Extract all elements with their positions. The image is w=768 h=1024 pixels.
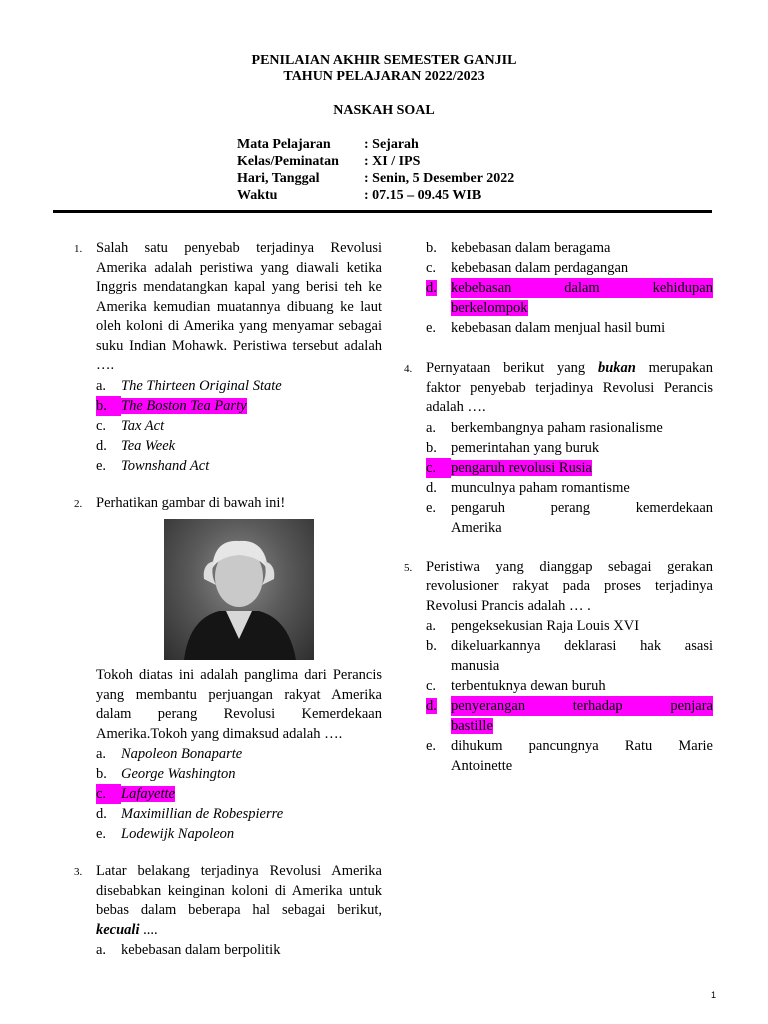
question-2 (74, 494, 382, 845)
question-number: 4. (404, 363, 413, 375)
option-c: c. Tax Act (96, 417, 165, 434)
option-a: a. kebebasan dalam berpolitik (96, 942, 281, 958)
option-d: d. Maximillian de Robespierre (96, 806, 284, 822)
option-b: b. pemerintahan yang buruk (426, 439, 600, 456)
academic-year: TAHUN PELAJARAN 2022/2023 (283, 69, 485, 84)
question-text: Salah satu penyebab terjadinya Revolusi Amerika adalah peristiwa yang diawali ketika Inggris mendatangkan kapal yang berisi teh ke Amerika kemudian muatannya dibuang ke laut oleh koloni di Amerika yang menyamar sebagai suku Indian Mohawk. Peristiwa tersebut adalah …. (96, 240, 382, 373)
info-label: Hari, Tanggal (237, 171, 320, 186)
question-intro: Perhatikan gambar di bawah ini! (96, 494, 286, 511)
option-c: c. kebebasan dalam perdagangan (426, 260, 629, 276)
question-number: 3. (74, 866, 83, 878)
option-b: b. kebebasan dalam beragama (426, 240, 611, 256)
info-label: Waktu (237, 188, 278, 203)
exam-info (237, 136, 514, 204)
option-d: d. Tea Week (96, 437, 176, 454)
option-d-answer: d. kebebasan dalam kehidupan berkelompok (426, 280, 713, 316)
option-b: b. George Washington (96, 766, 236, 782)
question-3 (74, 862, 382, 960)
option-a: a. The Thirteen Original State (96, 377, 282, 394)
question-4 (404, 359, 713, 538)
question-text: Peristiwa yang dianggap sebagai gerakan revolusioner rakyat pada proses terjadinya Revolusi Prancis adalah … . (426, 558, 713, 614)
option-e: e. kebebasan dalam menjual hasil bumi (426, 320, 666, 336)
right-column (404, 238, 713, 776)
option-a: a. berkembangnya paham rasionalisme (426, 419, 663, 436)
question-text: Tokoh diatas ini adalah panglima dari Perancis yang membantu perjuangan rakyat Amerika dalam perang Revolusi Kemerdekaan Amerika.Tokoh yang dimaksud adalah …. (96, 667, 382, 742)
option-c: c. terbentuknya dewan buruh (426, 678, 606, 694)
option-e: e. Lodewijk Napoleon (96, 826, 235, 842)
info-value: : Senin, 5 Desember 2022 (364, 171, 515, 186)
info-label: Mata Pelajaran (237, 137, 331, 152)
option-e: e. pengaruh perang kemerdekaan Amerika (426, 499, 713, 536)
option-c-answer: c. Lafayette (96, 786, 175, 802)
header-divider (53, 210, 712, 213)
option-c-answer: c. pengaruh revolusi Rusia (426, 459, 592, 476)
document-type: NASKAH SOAL (333, 103, 435, 118)
option-b-answer: b. The Boston Tea Party (96, 397, 247, 414)
option-a: a. pengeksekusian Raja Louis XVI (426, 618, 640, 634)
info-value: : 07.15 – 09.45 WIB (364, 188, 482, 203)
question-text: Latar belakang terjadinya Revolusi Amerika disebabkan keinginan koloni di Amerika untuk bebas dalam beberapa hal sebagai berikut, kecuali .... (96, 863, 382, 938)
question-text: Pernyataan berikut yang bukan merupakan faktor penyebab terjadinya Revolusi Perancis adalah …. (426, 360, 713, 415)
question-5 (404, 558, 713, 777)
portrait-image (164, 519, 314, 660)
info-value: : XI / IPS (364, 154, 421, 169)
question-1 (74, 239, 382, 476)
page-number: 1 (710, 990, 716, 1000)
info-label: Kelas/Peminatan (237, 154, 339, 169)
question-3-continued (426, 238, 713, 338)
option-e: e. dihukum pancungnya Ratu Marie Antoinette (426, 738, 713, 774)
question-number: 1. (74, 243, 83, 255)
left-column (74, 239, 382, 960)
question-number: 5. (404, 561, 413, 574)
question-number: 2. (74, 497, 83, 510)
info-value: : Sejarah (364, 137, 419, 152)
option-d-answer: d. penyerangan terhadap penjara bastille (426, 698, 713, 734)
option-a: a. Napoleon Bonaparte (96, 746, 243, 762)
option-d: d. munculnya paham romantisme (426, 479, 630, 496)
option-b: b. dikeluarkannya deklarasi hak asasi manusia (426, 638, 713, 674)
option-e: e. Townshand Act (96, 457, 210, 474)
exam-title: PENILAIAN AKHIR SEMESTER GANJIL (251, 53, 517, 68)
